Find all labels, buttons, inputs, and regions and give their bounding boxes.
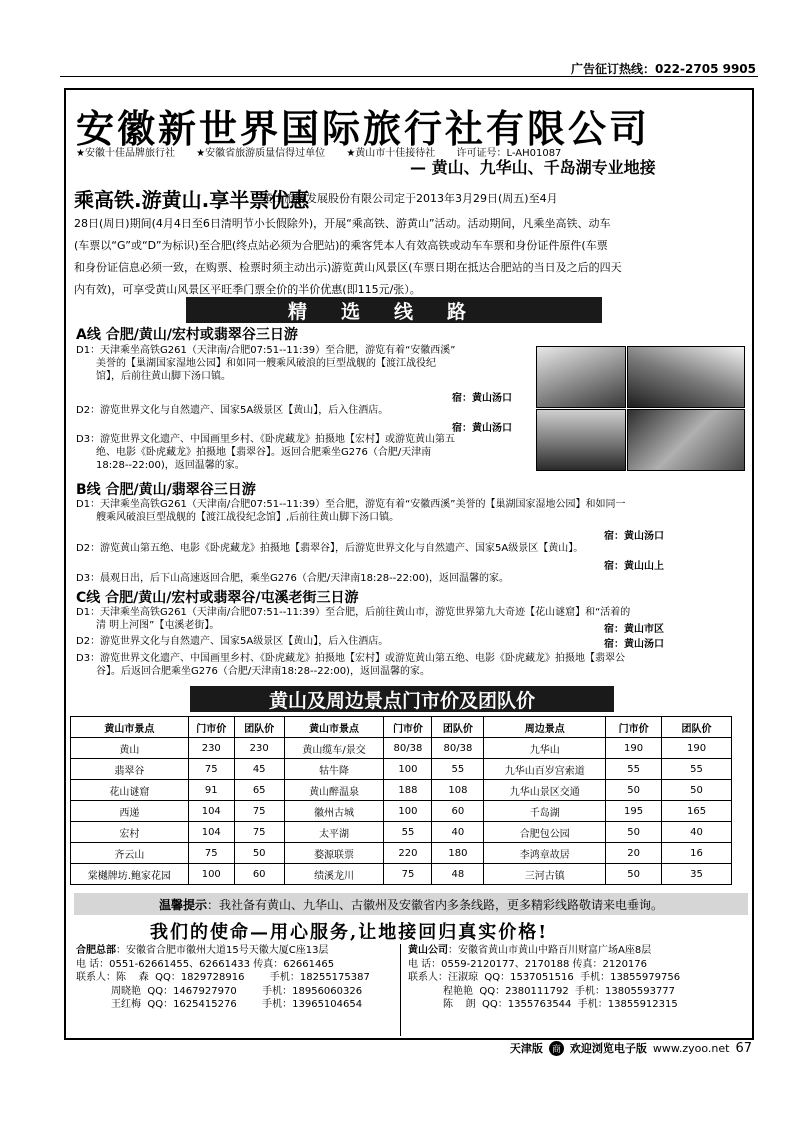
day-line: D1：天津乘坐高铁G261（天津南/合肥07:51--11:39）至合肥，后前往黄山市，游览世界第九大奇迹【花山谜窟】和“活着的 [76,607,631,618]
hefei-phone: 电 话：0551-62661455、62661433 传真：62661465 [76,958,335,970]
day-line: 绝、电影《卧虎藏龙》拍摄地【翡翠谷】。返回合肥乘坐G276（合肥/天津南 [96,447,432,458]
column-header: 黄山市景点 [71,717,189,738]
table-cell: 西递 [71,801,189,822]
table-cell: 50 [606,864,662,885]
table-row [71,864,732,885]
table-header-row [71,717,732,738]
column-header: 门市价 [188,717,234,738]
table-row [71,759,732,780]
table-cell: 婺源联票 [284,843,384,864]
table-cell: 80/38 [384,738,432,759]
day-line: 艘乘风破浪巨型战舰的【渡江战役纪念馆】,后前往黄山脚下汤口镇。 [96,512,400,523]
table-cell: 黄山醉温泉 [284,780,384,801]
photo-mountain-pine [536,346,626,408]
day-line: D1：天津乘坐高铁G261（天津南/合肥07:51--11:39）至合肥，游览有着“安徽西溪”美誉的【巢湖国家湿地公园】和如同一 [76,499,626,510]
promo-line: 和身份证信息必须一致，在购票、检票时须主动出示)游览黄山风景区(车票日期在抵达合肥站的当日及之后的四天 [74,261,622,274]
column-header: 团队价 [234,717,284,738]
table-cell: 50 [662,780,732,801]
route-b-title: B线 合肥/黄山/翡翠谷三日游 [76,482,256,498]
promo-body [74,213,740,301]
table-cell: 牯牛降 [284,759,384,780]
table-cell: 40 [432,822,484,843]
ad-hotline: 广告征订热线：022-2705 9905 [570,62,756,76]
table-cell: 75 [188,759,234,780]
route-c-stay1: 宿：黄山市区 [604,624,664,635]
table-cell: 16 [662,843,732,864]
route-a-day1 [76,344,536,383]
route-b-day1 [76,498,746,524]
table-cell: 100 [384,759,432,780]
table-cell: 165 [662,801,732,822]
table-cell: 80/38 [432,738,484,759]
hefei-address: ：安徽省合肥市徽州大道15号天徽大厦C座13层 [116,945,329,956]
table-cell: 100 [384,801,432,822]
table-cell: 45 [234,759,284,780]
table-cell: 齐云山 [71,843,189,864]
contact-divider [400,944,401,1036]
table-cell: 50 [606,822,662,843]
hefei-person: 王红梅 QQ：1625415276 手机：13965104654 [76,999,363,1010]
table-cell: 三河古镇 [484,864,606,885]
table-row [71,738,732,759]
column-header: 门市价 [606,717,662,738]
table-cell: 翡翠谷 [71,759,189,780]
company-slogan: — 黄山、九华山、千岛湖专业地接 [410,158,656,177]
column-header: 黄山市景点 [284,717,384,738]
table-cell: 50 [234,843,284,864]
table-cell: 60 [432,801,484,822]
promo-line: (车票以“G”或“D”为标识)至合肥(终点站必须为合肥站)的乘客凭本人有效高铁或动车车票和身份证件原件(车票 [74,239,608,252]
table-cell: 190 [606,738,662,759]
table-cell: 55 [384,822,432,843]
warm-tip-label: 温馨提示 [158,897,207,912]
table-cell: 180 [432,843,484,864]
table-cell: 230 [188,738,234,759]
warm-tip [74,893,748,915]
day-line: D3：游览世界文化遗产、中国画里乡村、《卧虎藏龙》拍摄地【宏村】或游览黄山第五 [76,434,456,445]
routes-section-title: 精选线路 [186,297,602,323]
route-c-title: C线 合肥/黄山/宏村或翡翠谷/屯溪老街三日游 [76,590,359,606]
day-line: 馆】，后前往黄山脚下汤口镇。 [96,371,231,382]
day-line: 美誉的【巢湖国家湿地公园】和如同一艘乘风破浪的巨型战舰的【渡江战役纪 [96,358,436,369]
price-table [70,716,732,885]
day-line: 18:28--22:00)，返回温馨的家。 [96,460,245,471]
table-cell: 60 [234,864,284,885]
route-c-day3 [76,652,746,678]
hefei-contact [76,944,396,1012]
huangshan-person: 联系人：汪淑琼 QQ：1537051516 手机：13855979756 [408,972,681,983]
huangshan-person: 程艳艳 QQ：2380111792 手机：13805593777 [408,985,676,997]
table-cell: 黄山缆车/景交 [284,738,384,759]
column-header: 周边景点 [484,717,606,738]
table-cell: 55 [432,759,484,780]
mission-statement: 我们的使命—用心服务,让地接回归真实价格! [150,922,549,943]
huangshan-person: 陈 朗 QQ：1355763544 手机：13855912315 [408,999,678,1010]
photo-village [536,409,626,471]
route-a-day3 [76,433,536,472]
day-line: D1：天津乘坐高铁G261（天津南/合肥07:51--11:39）至合肥，游览有着“安徽西溪” [76,345,456,356]
promo-first-line: 黄山旅游发展股份有限公司定于2013年3月29日(周五)至4月 [262,192,558,205]
column-header: 团队价 [432,717,484,738]
table-cell: 230 [234,738,284,759]
table-cell: 绩溪龙川 [284,864,384,885]
table-cell: 195 [606,801,662,822]
day-line: D3：游览世界文化遗产、中国画里乡村、《卧虎藏龙》拍摄地【宏村】或游览黄山第五绝、电影《卧虎藏龙》拍摄地【翡翠公 [76,653,626,664]
table-cell: 宏村 [71,822,189,843]
promo-line: 内有效)，可享受黄山风景区平旺季门票全价的半价优惠(即115元/张）。 [74,283,421,296]
table-cell: 100 [188,864,234,885]
table-row [71,843,732,864]
table-cell: 65 [234,780,284,801]
table-row [71,780,732,801]
route-b-stay1: 宿：黄山汤口 [604,531,664,542]
route-a-stay1: 宿：黄山汤口 [452,393,512,404]
photo-hall-building [627,346,745,408]
table-cell: 合肥包公园 [484,822,606,843]
table-cell: 220 [384,843,432,864]
footer-text: 欢迎浏览电子版 [569,1042,647,1055]
promo-line: 28日(周日)期间(4月4日至6日清明节小长假除外)，开展“乘高铁、游黄山”活动。活动期间，凡乘坐高铁、动车 [74,217,611,230]
day-line: 谷】。后返回合肥乘坐G276（合肥/天津南18:28--22:00)，返回温馨的家。 [96,666,430,677]
huangshan-contact [408,944,748,1012]
table-cell: 55 [606,759,662,780]
table-cell: 188 [384,780,432,801]
table-cell: 35 [662,864,732,885]
warm-tip-text: ：我社备有黄山、九华山、古徽州及安徽省内多条线路，更多精彩线路敬请来电垂询。 [207,897,664,912]
table-cell: 55 [662,759,732,780]
column-header: 团队价 [662,717,732,738]
route-c-day2: D2：游览世界文化与自然遗产、国家5A级景区【黄山】，后入住酒店。 [76,636,389,647]
table-row [71,801,732,822]
table-cell: 91 [188,780,234,801]
table-cell: 190 [662,738,732,759]
hefei-label: 合肥总部 [76,945,116,956]
table-cell: 太平湖 [284,822,384,843]
photo-waterfall [627,409,745,471]
license-number: 许可证号：L-AH01087 [456,148,562,159]
page-footer [510,1040,752,1056]
hefei-person: 周晓艳 QQ：1467927970 手机：18956060326 [76,985,363,997]
table-cell: 75 [234,801,284,822]
table-row [71,822,732,843]
table-cell: 40 [662,822,732,843]
promo-headline: 乘高铁.游黄山.享半票优惠 [74,188,310,212]
publication-logo-icon: 商 [549,1041,564,1056]
qual-2: ★安徽省旅游质量信得过单位 [196,148,326,159]
table-cell: 九华山 [484,738,606,759]
prices-section-title: 黄山及周边景点门市价及团队价 [190,686,614,712]
table-cell: 75 [234,822,284,843]
hefei-person: 联系人：陈 森 QQ：1829728916 手机：18255175387 [76,972,370,983]
table-cell: 75 [384,864,432,885]
company-name: 安徽新世界国际旅行社有限公司 [76,106,651,151]
table-cell: 九华山百岁宫索道 [484,759,606,780]
table-cell: 棠樾牌坊.鲍家花园 [71,864,189,885]
qual-3: ★黄山市十佳接待社 [346,148,436,159]
top-rule [60,76,758,77]
route-b-stay2: 宿：黄山山上 [604,561,664,572]
table-cell: 104 [188,822,234,843]
huangshan-label: 黄山公司 [408,945,448,956]
day-line: 清 明上河图”【屯溪老街】。 [96,620,220,631]
huangshan-address: ：安徽省黄山市黄山中路百川财富广场A座8层 [448,945,652,956]
edition-label: 天津版 [509,1042,543,1055]
table-cell: 104 [188,801,234,822]
table-cell: 黄山 [71,738,189,759]
table-cell: 李鸿章故居 [484,843,606,864]
table-cell: 徽州古城 [284,801,384,822]
table-cell: 108 [432,780,484,801]
page-number: 67 [735,1040,752,1056]
huangshan-phone: 电 话：0559-2120177、2170188 传真：2120176 [408,958,648,970]
route-b-day2: D2：游览黄山第五绝、电影《卧虎藏龙》拍摄地【翡翠谷】，后游览世界文化与自然遗产、国家5A级景区【黄山】。 [76,543,584,554]
table-cell: 75 [188,843,234,864]
website-link[interactable]: www.zyoo.net [652,1041,730,1055]
route-c-stay2: 宿：黄山汤口 [604,639,664,650]
table-cell: 50 [606,780,662,801]
route-a-day2: D2：游览世界文化与自然遗产、国家5A级景区【黄山】，后入住酒店。 [76,405,389,416]
column-header: 门市价 [384,717,432,738]
route-a-title: A线 合肥/黄山/宏村或翡翠谷三日游 [76,327,298,343]
table-cell: 花山谜窟 [71,780,189,801]
table-cell: 千岛湖 [484,801,606,822]
table-cell: 九华山景区交通 [484,780,606,801]
table-cell: 20 [606,843,662,864]
qual-1: ★安徽十佳品牌旅行社 [76,148,175,159]
price-table-body [71,738,732,885]
route-b-day3: D3：晨观日出，后下山高速返回合肥，乘坐G276（合肥/天津南18:28--22:00)，返回温馨的家。 [76,573,510,584]
table-cell: 48 [432,864,484,885]
route-a-stay2: 宿：黄山汤口 [452,423,512,434]
